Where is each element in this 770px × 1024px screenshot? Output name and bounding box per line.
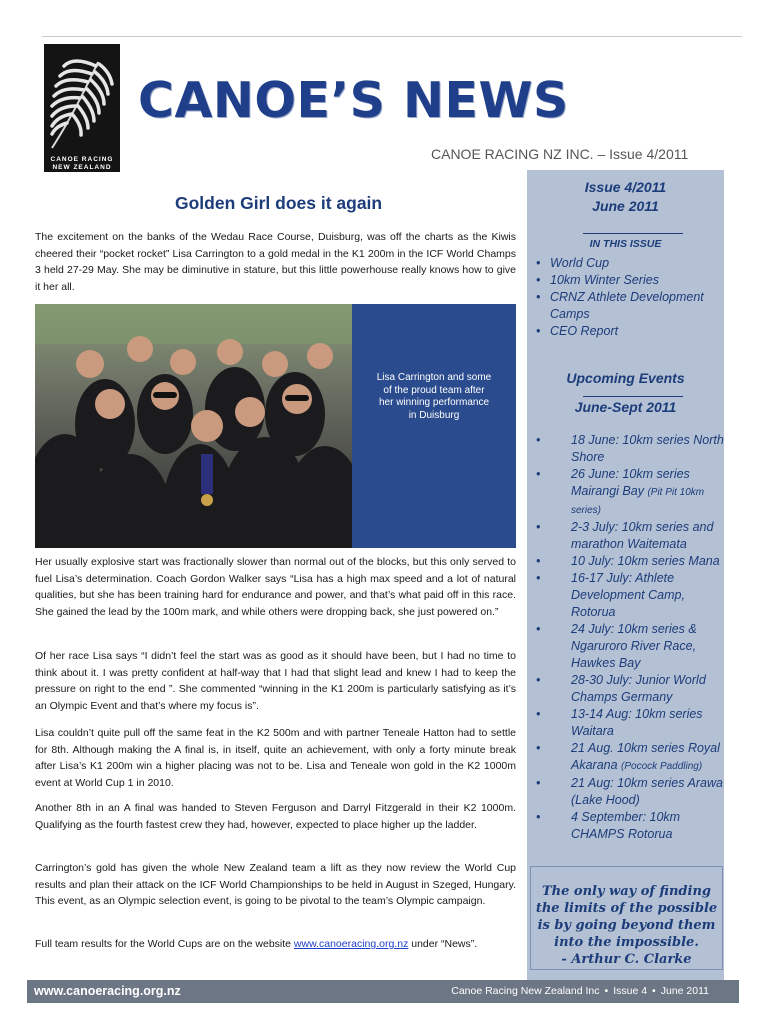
in-this-issue-heading: IN THIS ISSUE (589, 238, 662, 250)
list-item: • World Cup (535, 255, 720, 272)
footer-website: www.canoeracing.org.nz (34, 984, 181, 998)
list-item (535, 570, 725, 621)
sidebar-divider (583, 396, 683, 397)
footer-issue: Issue 4 (613, 985, 648, 997)
event-text: 4 September: 10km CHAMPS Rotorua (571, 810, 681, 841)
upcoming-events-heading: Upcoming Events (566, 370, 685, 386)
team-photo (35, 304, 352, 548)
quote-text: The only way of finding the limits of the possible is by going beyond them into the impossible. (535, 884, 718, 950)
sidebar-issue-date: June 2011 (592, 198, 659, 214)
article-paragraph: Carrington’s gold has given the whole New Zealand team a lift as they now review the World Cup results and plan their attack on the ICF World Championships to be held in August in Szeged, Hungary. This event, as an Olympic selection event, is going to be pivotal to the team’s Olympic campaign. (35, 862, 516, 907)
issue-line: CANOE RACING NZ INC. – Issue 4/2011 (431, 146, 689, 162)
event-note: (Pit Pit 10km series) (571, 487, 705, 516)
list-item (535, 809, 725, 843)
list-item: • CRNZ Athlete Development Camps (535, 289, 720, 323)
website-text-after: under “News”. (408, 938, 478, 950)
list-item: • 10km Winter Series (535, 272, 720, 289)
photo-caption: Lisa Carrington and some of the proud team after her winning performance in Duisburg (376, 372, 492, 421)
photo-caption-box (352, 304, 516, 548)
in-this-issue-list (535, 255, 720, 340)
bullet-icon: • (604, 985, 609, 997)
sidebar-issue (527, 178, 724, 216)
upcoming-events-list (535, 432, 725, 843)
footer-date: June 2011 (660, 985, 709, 997)
article-paragraph: Lisa couldn’t quite pull off the same feat in the K2 500m and with partner Teneale Hatton had to settle for 8th. Although making the A final is, in itself, quite an achievement, with only a forty minute break after Lisa’s K1 200m win a higher placing was not to be. Lisa and Teneale won gold in the K2 1000m event at World Cup 1 in 2010. (35, 727, 516, 789)
list-item (535, 775, 725, 809)
website-text-before: Full team results for the World Cups are on the website (35, 938, 294, 950)
footer (27, 980, 739, 1003)
event-text: 24 July: 10km series & Ngaruroro River Race, Hawkes Bay (571, 622, 697, 670)
footer-info (451, 985, 709, 997)
team-photo-image (35, 304, 352, 548)
list-item (535, 672, 725, 706)
article-paragraph: Another 8th in an A final was handed to Steven Ferguson and Darryl Fitzgerald in their K2 1000m. Qualifying as the fourth fastest crew they had, however, expected to place higher up the ladder. (35, 802, 516, 831)
event-note: (Pocock Paddling) (621, 761, 703, 772)
list-item: • CEO Report (535, 323, 720, 340)
quote-box (530, 866, 723, 970)
silver-fern-icon (44, 44, 120, 154)
list-item (535, 466, 725, 519)
quote-author: - Arthur C. Clarke (561, 952, 692, 967)
list-item (535, 553, 725, 570)
article-headline: Golden Girl does it again (175, 193, 383, 213)
article-intro: The excitement on the banks of the Wedau Race Course, Duisburg, was off the charts as the Kiwis cheered their “pocket rocket” Lisa Carrington to a gold medal in the K1 200m in the ICF World Champs 3 held 27-29 May. She may be diminutive in stature, but this little powerhouse really knows how to give it her all. (35, 231, 516, 293)
article-paragraph-website (35, 936, 516, 953)
sidebar-issue-number: Issue 4/2011 (584, 179, 667, 195)
logo-text-line2: NEW ZEALAND (52, 164, 112, 171)
event-text: 26 June: 10km series Mairangi Bay (571, 467, 690, 498)
upcoming-range: June-Sept 2011 (574, 399, 677, 415)
event-text: 28-30 July: Junior World Champs Germany (571, 673, 706, 704)
article-paragraph: Of her race Lisa says “I didn’t feel the start was as good as it should have been, but I had no time to think about it. I was pretty confident at half-way that I had that slight lead and knew I had to keep the pressure on right to the end ”. She commented “winning in the K1 200m is particularly satisfying as it’s an Olympic Event and that’s where my focus is”. (35, 650, 516, 712)
bullet-icon: • (652, 985, 656, 997)
event-text: 18 June: 10km series North Shore (571, 433, 724, 464)
footer-org: Canoe Racing New Zealand Inc (451, 985, 600, 997)
article-paragraph: Her usually explosive start was fractionally slower than normal out of the blocks, but this only served to fuel Lisa’s determination. Coach Gordon Walker says “Lisa has a high max speed and a lot of natural qualities, but she has been training hard for endurance and power, and that’s what paid off in this race. She gained the lead by the 100m mark, and while others were dropping back, she just powered on.” (35, 556, 516, 618)
list-item (535, 432, 725, 466)
canoe-racing-nz-logo (44, 44, 120, 172)
list-item (535, 621, 725, 672)
list-item (535, 519, 725, 553)
logo-text-line1: CANOE RACING (50, 156, 114, 163)
quote (531, 883, 722, 968)
list-item (535, 740, 725, 775)
event-text: 2-3 July: 10km series and marathon Waitemata (571, 520, 714, 551)
event-text: 21 Aug: 10km series Arawa (Lake Hood) (571, 776, 723, 807)
event-text: 21 Aug. 10km series Royal Akarana (571, 741, 720, 772)
event-text: 10 July: 10km series Mana (571, 554, 720, 568)
event-text: 13-14 Aug: 10km series Waitara (571, 707, 703, 738)
website-link[interactable]: www.canoeracing.org.nz (293, 938, 409, 950)
event-text: 16-17 July: Athlete Development Camp, Rotorua (571, 571, 685, 619)
newsletter-title: CANOE’S NEWS (138, 72, 569, 129)
sidebar-divider (583, 233, 683, 234)
top-rule (42, 36, 742, 37)
list-item (535, 706, 725, 740)
